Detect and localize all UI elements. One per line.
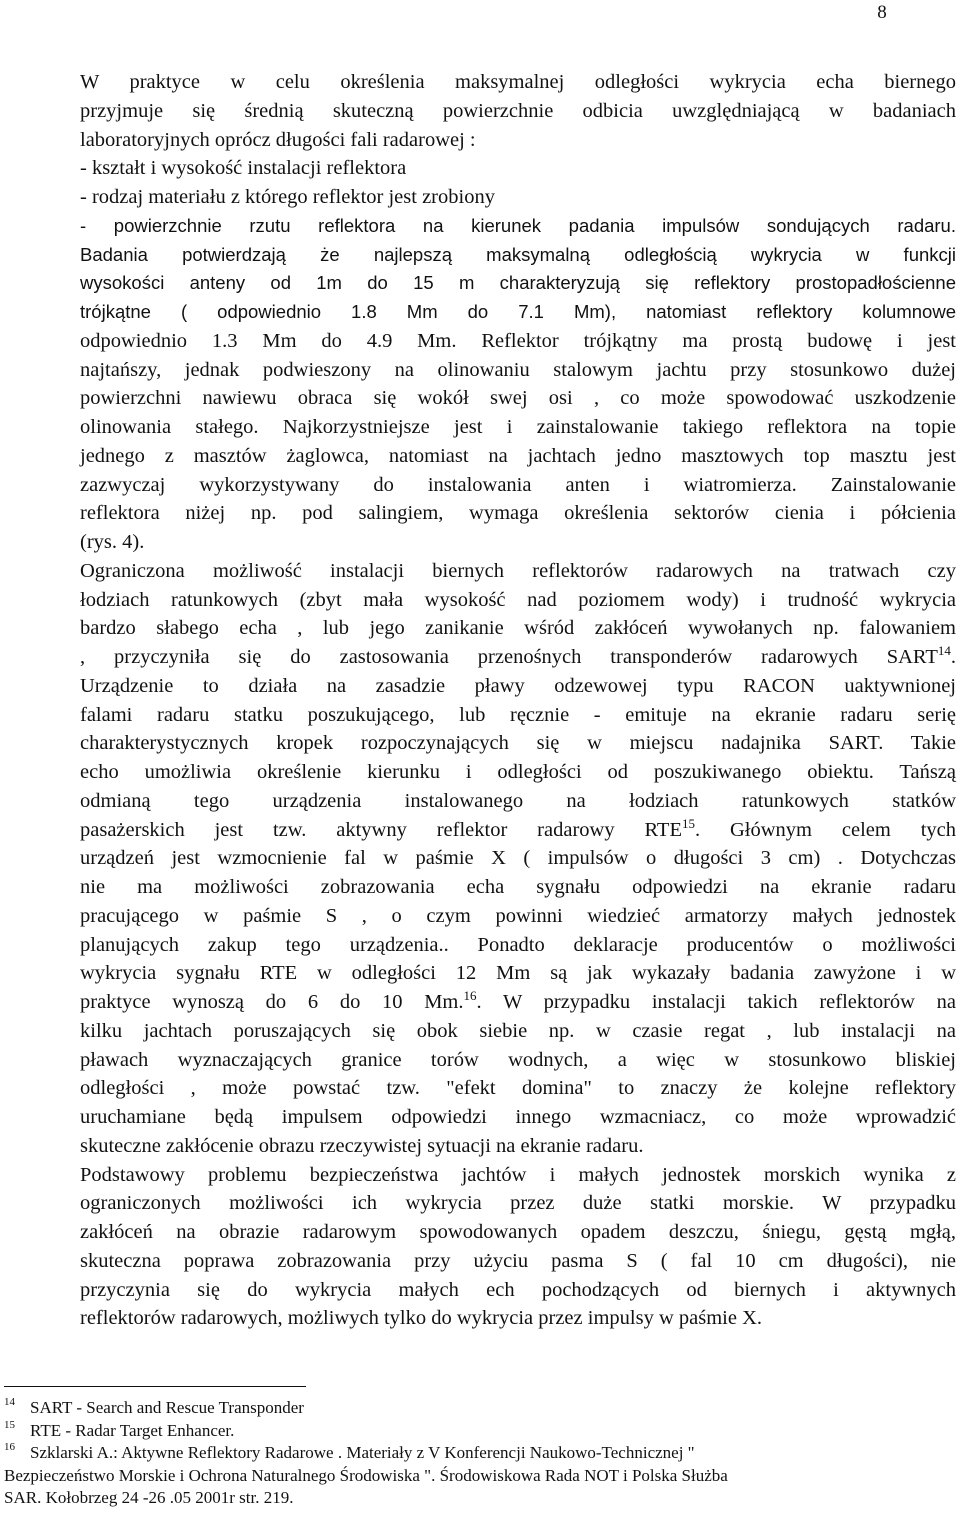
text-line: echo umożliwia określenie kierunku i odległości od poszukiwanego obiektu. Tańszą: [80, 761, 956, 783]
footnote-16-continuation: Bezpieczeństwo Morskie i Ochrona Naturalnego Środowiska ". Środowiskowa Rada NOT i Polska Służba: [4, 1465, 728, 1485]
text-line: jednego z masztów żaglowca, natomiast na jachtach jedno masztowych top masztu jest: [80, 444, 956, 467]
text-line: reflektorów radarowych, możliwych tylko do wykrycia przez impulsy w paśmie X.: [80, 1307, 762, 1330]
text-line: najtańszy, jednak podwieszony na olinowaniu stalowym jachtu przy stosunkowo dużej: [80, 358, 956, 381]
text-fragment: . W przypadku instalacji takich reflektorów na: [476, 991, 956, 1013]
text-line: Badania potwierdzają że najlepszą maksymalną odległością wykrycia w funkcji: [80, 243, 956, 265]
text-line: uruchamiane będą impulsem odpowiedzi innego wzmacniacz, co może wprowadzić: [80, 1106, 956, 1128]
text-line: bardzo słabego echa , lub jego zanikanie wśród zakłóceń wywołanych np. falowaniem: [80, 617, 956, 640]
text-line: wykrycia sygnału RTE w odległości 12 Mm są jak wykazały badania zawyżone i w: [80, 962, 956, 985]
text-fragment: praktyce wynoszą do 6 do 10 Mm.: [80, 991, 464, 1013]
footnote-separator: [4, 1386, 306, 1387]
footnote-16-continuation: SAR. Kołobrzeg 24 -26 .05 2001r str. 219.: [4, 1488, 294, 1507]
text-line: skuteczne zakłócenie obrazu rzeczywistej sytuacji na ekranie radaru.: [80, 1134, 644, 1157]
footnote-ref-15: 15: [681, 815, 695, 831]
text-line: [80, 988, 956, 1017]
text-line: nie ma możliwości zobrazowania echa sygnału odpowiedzi na ekranie radaru: [80, 876, 956, 898]
text-line: Podstawowy problemu bezpieczeństwa jachtów i małych jednostek morskich wynika z: [80, 1163, 956, 1186]
text-line: zakłóceń na obrazie radarowym spowodowanych opadem deszczu, śniegu, gęstą mgłą,: [80, 1221, 956, 1243]
text-line: kilku jachtach poruszających się obok siebie np. w czasie regat , lub instalacji na: [80, 1019, 956, 1042]
text-line: wysokości anteny od 1m do 15 m charakteryzują się reflektory prostopadłościenne: [80, 272, 956, 294]
text-line: - kształt i wysokość instalacji reflektora: [80, 157, 407, 180]
text-line: powierzchni nawiewu obraca się wokół swej osi , co może spowodować uszkodzenie: [80, 387, 956, 410]
text-line: odległości , może powstać tzw. "efekt domina" to znaczy że kolejne reflektory: [80, 1077, 956, 1100]
text-line: laboratoryjnych oprócz długości fali radarowej :: [80, 128, 476, 151]
text-line: (rys. 4).: [80, 531, 145, 553]
text-fragment: . Głównym celem tych: [694, 818, 956, 841]
text-line: łodziach ratunkowych (zbyt mała wysokość nad poziomem wody) i trudność wykrycia: [80, 588, 956, 611]
text-line: pławach wyznaczających granice torów wodnych, a więc w stosunkowo bliskiej: [80, 1048, 956, 1071]
text-line: odmianą tego urządzenia instalowanego na łodziach ratunkowych statków: [80, 789, 956, 812]
text-line: skuteczna poprawa zobrazowania przy użyciu pasma S ( fal 10 cm długości), nie: [80, 1249, 956, 1272]
text-line: ograniczonych możliwości ich wykrycia przez duże statki morskie. W przypadku: [80, 1192, 956, 1215]
page-number: 8: [877, 2, 887, 23]
footnote-text: Szklarski A.: Aktywne Reflektory Radarowe . Materiały z V Konferencji Naukowo-Technicznej ": [30, 1443, 695, 1462]
footnote-text: SART - Search and Rescue Transponder: [30, 1398, 304, 1417]
text-line: olinowania stałego. Najkorzystniejsze jest i zainstalowanie takiego reflektora na topie: [80, 416, 956, 438]
text-line: zazwyczaj wykorzystywany do instalowania anten i wiatromierza. Zainstalowanie: [80, 473, 956, 496]
footnotes: [4, 1397, 954, 1510]
text-line: reflektora niżej np. pod salingiem, wymaga określenia sektorów cienia i półcienia: [80, 502, 956, 525]
text-line: [80, 643, 956, 672]
text-line: W praktyce w celu określenia maksymalnej odległości wykrycia echa biernego: [80, 71, 956, 93]
footnote-16: 16 Szklarski A.: Aktywne Reflektory Radarowe . Materiały z V Konferencji Naukowo-Technicznej ": [4, 1441, 695, 1462]
text-line: urządzeń jest wzmocnienie fal w paśmie X ( impulsów o długości 3 cm) . Dotychczas: [80, 847, 956, 870]
text-fragment: , przyczyniła się do zastosowania przenośnych transponderów radarowych SART: [80, 646, 938, 668]
text-line: falami radaru statku poszukującego, lub ręcznie - emituje na ekranie radaru serię: [80, 703, 956, 726]
footnote-15: 15 RTE - Radar Target Enhancer.: [4, 1418, 235, 1440]
text-line: - rodzaj materiału z którego reflektor jest zrobiony: [80, 186, 495, 208]
text-line: pracującego w paśmie S , o czym powinni wiedzieć armatorzy małych jednostek: [80, 904, 956, 927]
text-line: trójkątne ( odpowiednio 1.8 Mm do 7.1 Mm), natomiast reflektory kolumnowe: [80, 301, 956, 322]
text-fragment: pasażerskich jest tzw. aktywny reflektor radarowy RTE: [80, 818, 682, 841]
footnote-14: 14 SART - Search and Rescue Transponder: [4, 1396, 304, 1417]
footnote-ref-16: 16: [463, 988, 477, 1003]
text-line: - powierzchnie rzutu reflektora na kierunek padania impulsów sondujących radaru.: [80, 214, 956, 236]
text-line: Urządzenie to działa na zasadzie pławy odzewowej typu RACON uaktywnionej: [80, 674, 956, 697]
text-line: odpowiednio 1.3 Mm do 4.9 Mm. Reflektor trójkątny ma prostą budowę i jest: [80, 329, 956, 352]
text-line: przyczynia się do wykrycia małych ech pochodzących od biernych i aktywnych: [80, 1278, 956, 1301]
footnote-ref-14: 14: [937, 643, 951, 658]
body-text: [80, 68, 956, 1333]
text-fragment: .: [950, 646, 956, 668]
text-line: [80, 816, 956, 845]
text-line: planujących zakup tego urządzenia.. Ponadto deklaracje producentów o możliwości: [80, 933, 956, 956]
text-line: przyjmuje się średnią skuteczną powierzchnie odbicia uwzględniającą w badaniach: [80, 99, 956, 122]
text-line: charakterystycznych kropek rozpoczynających się w miejscu nadajnika SART. Takie: [80, 732, 956, 755]
footnote-text: RTE - Radar Target Enhancer.: [30, 1420, 235, 1440]
text-line: Ograniczona możliwość instalacji biernych reflektorów radarowych na tratwach czy: [80, 559, 956, 582]
